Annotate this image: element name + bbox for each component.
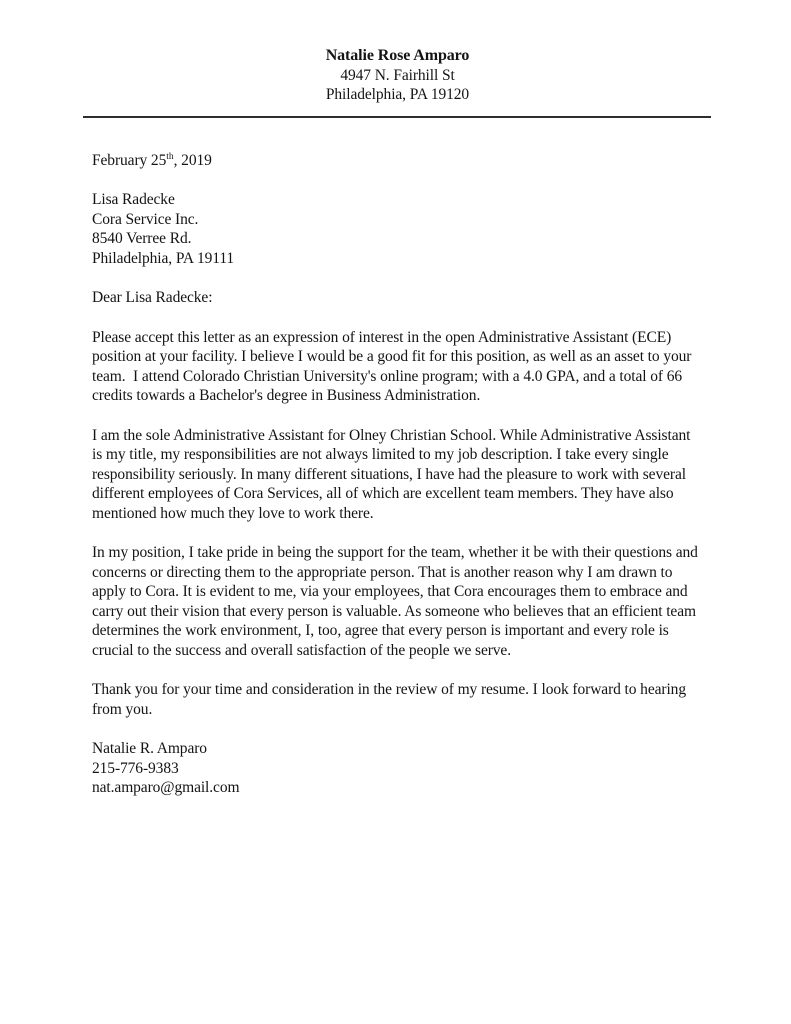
signature-block [92,739,703,798]
recipient-name: Lisa Radecke [92,191,175,208]
date-prefix: February 25 [92,151,167,169]
date-ordinal-suffix: th [166,151,174,162]
signature-phone: 215-776-9383 [92,759,179,777]
recipient-street: 8540 Verree Rd. [92,230,192,247]
sender-street: 4947 N. Fairhill St [340,66,455,84]
date-rest: , 2019 [173,151,212,169]
recipient-city-state-zip: Philadelphia, PA 19111 [92,249,235,267]
signature-email: nat.amparo@gmail.com [92,779,240,796]
recipient-block [92,190,703,268]
sender-name: Natalie Rose Amparo [325,47,470,64]
salutation: Dear Lisa Radecke: [92,289,213,306]
sender-city-state-zip: Philadelphia, PA 19120 [325,86,470,103]
letter-date [92,151,703,171]
body-paragraph-3: In my position, I take pride in being the support for the team, whether it be with their questions and concerns or directing them to the appropriate person. That is another reason why I am drawn to apply to Cora. It is evident to me, via your employees, that Cora encourages them to embrace and carry out their vision that every person is valuable. As someone who believes that an efficient team determines the work environment, I, too, agree that every person is important and every role is crucial to the success and overall satisfaction of the people we serve. [92,544,702,659]
signature-name: Natalie R. Amparo [92,740,207,757]
body-paragraph-4-closing: Thank you for your time and consideration in the review of my resume. I look forward to hearing from you. [92,681,690,718]
body-paragraph-2: I am the sole Administrative Assistant for Olney Christian School. While Administrative Assistant is my title, my responsibilities are not always limited to my job description. I take every single responsibility seriously. In many different situations, I have had the pleasure to work with several different employees of Cora Services, all of which are excellent team members. They have also mentioned how much they love to work there. [92,426,695,522]
sender-header [92,0,703,105]
body-paragraph-1: Please accept this letter as an expression of interest in the open Administrative Assistant (ECE) position at your facility. I believe I would be a good fit for this position, as well as an asset to your team. I attend Colorado Christian University's online program; with a 4.0 GPA, and a total of 66 credits towards a Bachelor's degree in Business Administration. [92,328,696,404]
recipient-company: Cora Service Inc. [92,210,199,228]
header-divider [83,116,711,118]
